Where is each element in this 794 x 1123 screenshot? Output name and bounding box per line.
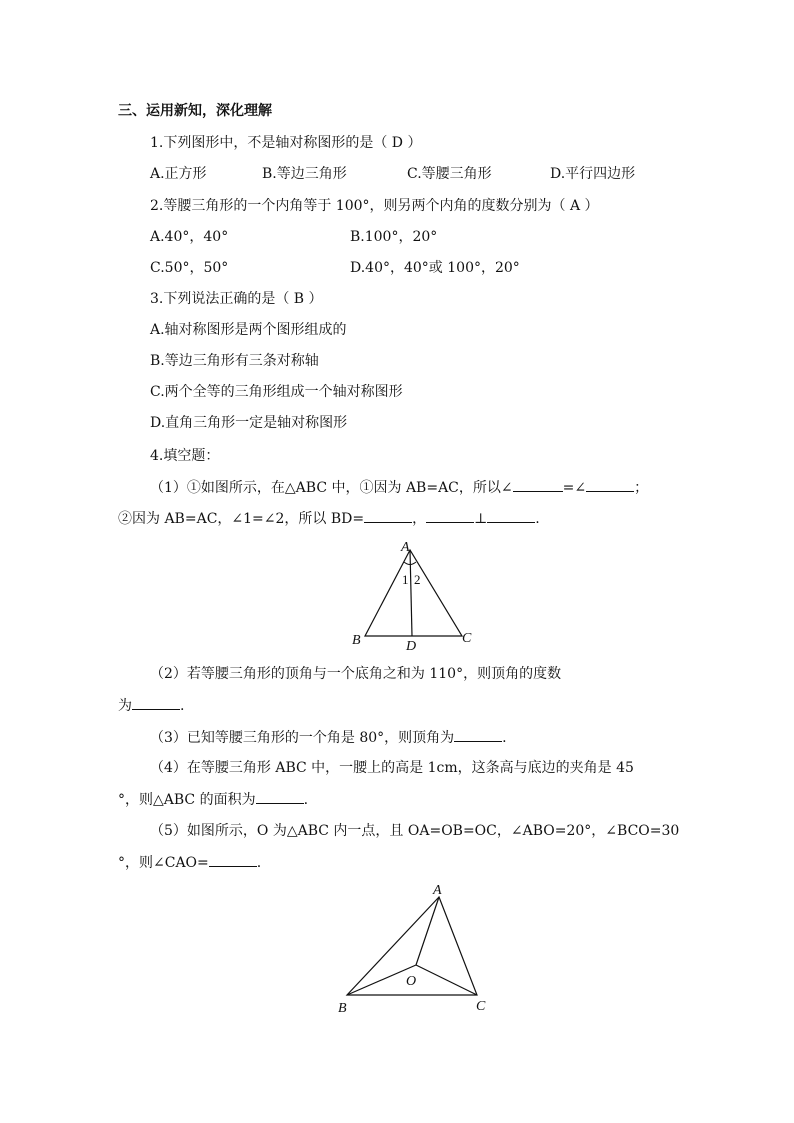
q4-part2-text: 为 bbox=[118, 698, 132, 714]
answer-blank[interactable] bbox=[513, 477, 563, 492]
triangle-abc bbox=[365, 550, 462, 636]
q4-part1-line1 bbox=[150, 477, 648, 498]
answer-blank[interactable] bbox=[209, 852, 257, 867]
q4-part5-end: . bbox=[256, 855, 262, 871]
label-d: D bbox=[406, 639, 417, 654]
label-c: C bbox=[476, 999, 486, 1014]
label-b: B bbox=[352, 633, 361, 648]
q4-part5-text: °，则∠CAO= bbox=[118, 855, 209, 871]
answer-blank[interactable] bbox=[454, 727, 502, 742]
segment-oc bbox=[416, 965, 477, 995]
q4-part3-end: . bbox=[502, 730, 507, 746]
q4-part1-text-a: （1）①如图所示，在△ABC 中，①因为 AB=AC，所以∠ bbox=[150, 480, 513, 496]
answer-blank[interactable] bbox=[426, 508, 474, 523]
q4-part2-line2 bbox=[118, 695, 184, 716]
label-a: A bbox=[433, 883, 442, 898]
q2-option-d: D.40°，40°或 100°，20° bbox=[350, 260, 520, 276]
label-c: C bbox=[462, 631, 472, 646]
q4-part3-line bbox=[150, 727, 507, 748]
q3-option-d: D.直角三角形一定是轴对称图形 bbox=[150, 415, 348, 431]
q4-part2-end: . bbox=[180, 698, 185, 714]
section-title: 三、运用新知，深化理解 bbox=[118, 103, 272, 119]
q1-option-d: D.平行四边形 bbox=[550, 166, 636, 182]
q1-option-b: B.等边三角形 bbox=[262, 166, 347, 182]
answer-blank[interactable] bbox=[364, 508, 412, 523]
q4-part1-line2 bbox=[118, 508, 540, 529]
q4-part5-line1: （5）如图所示，O 为△ABC 内一点，且 OA=OB=OC，∠ABO=20°，∠BCO=30 bbox=[150, 823, 680, 839]
q4-part4-end: . bbox=[303, 792, 309, 808]
label-angle-2: 2 bbox=[414, 572, 421, 587]
q1-option-c: C.等腰三角形 bbox=[407, 166, 492, 182]
q4-part1-comma: ， bbox=[412, 511, 427, 527]
bisector-ad bbox=[410, 550, 412, 636]
q4-part4-line2 bbox=[118, 789, 308, 810]
isosceles-triangle-figure bbox=[340, 538, 480, 654]
segment-oa bbox=[416, 897, 439, 965]
answer-blank[interactable] bbox=[487, 508, 535, 523]
triangle-with-center-figure bbox=[330, 878, 500, 1018]
q4-part4-text: °，则△ABC 的面积为 bbox=[118, 792, 256, 808]
label-a: A bbox=[401, 540, 410, 555]
q4-part5-line2 bbox=[118, 852, 261, 873]
q4-part1-text-end: ； bbox=[634, 480, 649, 496]
question-1-stem: 1.下列图形中，不是轴对称图形的是（ D ） bbox=[150, 135, 422, 151]
q4-part4-line1: （4）在等腰三角形 ABC 中，一腰上的高是 1cm，这条高与底边的夹角是 45 bbox=[150, 760, 634, 776]
q2-option-a: A.40°，40° bbox=[150, 229, 229, 245]
q4-part2-line1: （2）若等腰三角形的顶角与一个底角之和为 110°，则顶角的度数 bbox=[150, 666, 562, 682]
q4-part3-text: （3）已知等腰三角形的一个角是 80°，则顶角为 bbox=[150, 730, 455, 746]
q3-option-c: C.两个全等的三角形组成一个轴对称图形 bbox=[150, 384, 403, 400]
question-3-stem: 3.下列说法正确的是（ B ） bbox=[150, 291, 323, 307]
q3-option-a: A.轴对称图形是两个图形组成的 bbox=[150, 322, 347, 338]
q1-option-a: A.正方形 bbox=[150, 166, 207, 182]
q3-option-b: B.等边三角形有三条对称轴 bbox=[150, 353, 319, 369]
label-o: O bbox=[406, 974, 417, 989]
q4-part1-text-eq: =∠ bbox=[562, 480, 587, 496]
q4-part1-end: . bbox=[535, 511, 540, 527]
label-angle-1: 1 bbox=[402, 572, 409, 587]
question-4-stem: 4.填空题： bbox=[150, 448, 220, 464]
question-2-stem: 2.等腰三角形的一个内角等于 100°，则另两个内角的度数分别为（ A ） bbox=[150, 198, 599, 214]
answer-blank[interactable] bbox=[132, 695, 180, 710]
q2-option-b: B.100°，20° bbox=[350, 229, 438, 245]
q4-part1-perp: ⊥ bbox=[474, 511, 488, 527]
answer-blank[interactable] bbox=[586, 477, 634, 492]
q2-option-c: C.50°，50° bbox=[150, 260, 229, 276]
label-b: B bbox=[338, 1001, 347, 1016]
answer-blank[interactable] bbox=[256, 789, 304, 804]
q4-part1-text-b: ②因为 AB=AC，∠1=∠2，所以 BD= bbox=[118, 511, 365, 527]
